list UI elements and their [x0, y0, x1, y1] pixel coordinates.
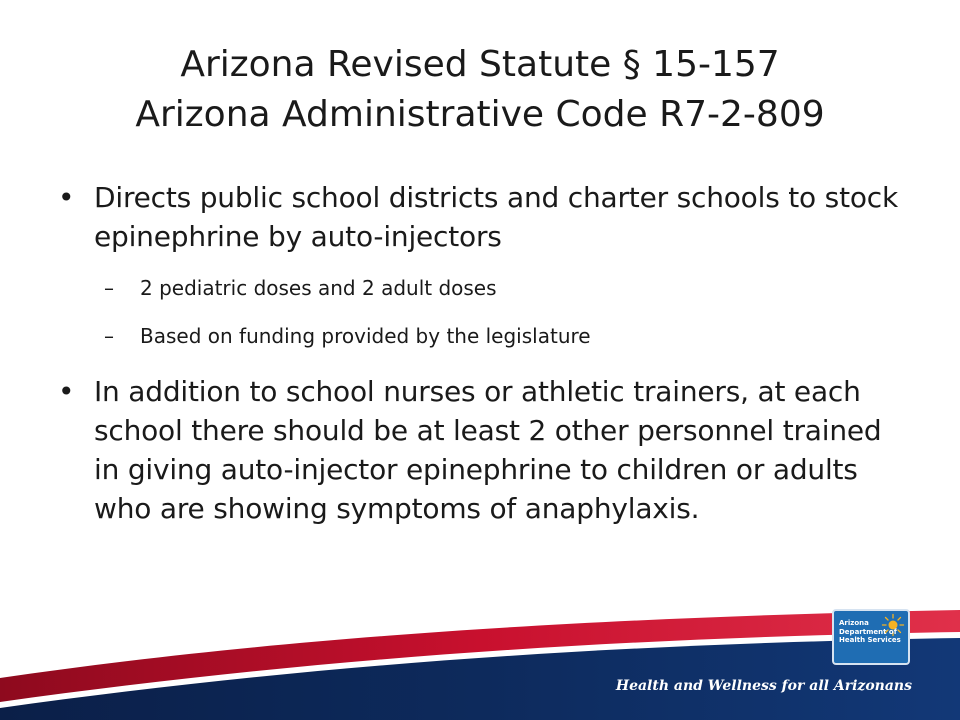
title-line-2: Arizona Administrative Code R7-2-809: [135, 94, 825, 135]
sub-bullet-text: Based on funding provided by the legislature: [140, 324, 591, 348]
sub-bullet-dash: –: [104, 276, 114, 300]
sub-bullet-dash: –: [104, 324, 114, 348]
logo-line-3: Health Services: [839, 636, 901, 644]
logo-line-1: Arizona: [839, 619, 869, 627]
slide-title: [0, 40, 960, 140]
title-line-1: Arizona Revised Statute § 15-157: [180, 44, 780, 85]
sub-bullet-text: 2 pediatric doses and 2 adult doses: [140, 276, 497, 300]
sub-bullet-item: [58, 322, 908, 350]
logo-line-2: Department of: [839, 627, 897, 636]
footer-swoosh-graphic: [0, 600, 960, 720]
bullet-dot: •: [58, 181, 75, 214]
logo-text: [839, 619, 901, 645]
bullet-text: In addition to school nurses or athletic trainers, at each school there should be at least 2 other personnel trained in giving auto-injector epinephrine to children or adults who are showing symptoms of anaphylaxis.: [94, 375, 882, 525]
sub-bullet-item: [58, 274, 908, 302]
bullet-item: [58, 372, 908, 528]
adhs-logo: [832, 609, 910, 665]
bullet-text: Directs public school districts and charter schools to stock epinephrine by auto-injectors: [94, 181, 898, 253]
bullet-item: [58, 178, 908, 256]
bullet-dot: •: [58, 375, 75, 408]
slide-body: [58, 178, 908, 528]
footer-tagline: Health and Wellness for all Arizonans: [615, 678, 912, 694]
